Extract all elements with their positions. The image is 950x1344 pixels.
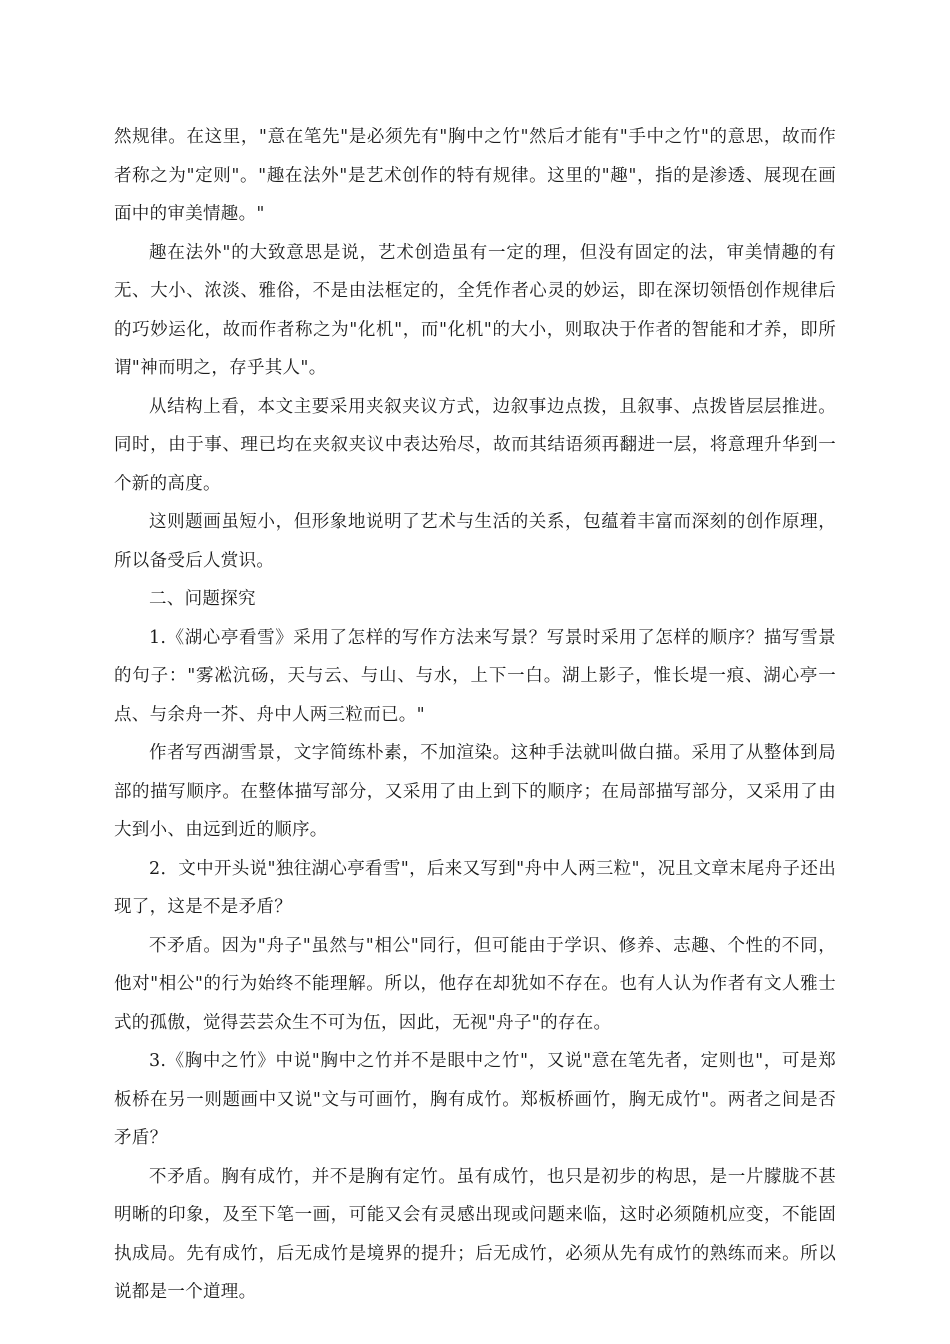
paragraph-summary: 这则题画虽短小，但形象地说明了艺术与生活的关系，包蕴着丰富而深刻的创作原理，所以备受后人赏识。 [114, 512, 836, 571]
answer-1: 作者写西湖雪景，文字简练朴素，不加渲染。这种手法就叫做白描。采用了从整体到局部的描写顺序。在整体描写部分，又采用了由上到下的顺序；在局部描写部分，又采用了由大到小、由远到近的顺序。 [114, 743, 836, 840]
question-3: 3.《胸中之竹》中说"胸中之竹并不是眼中之竹"，又说"意在笔先者，定则也"，可是郑板桥在另一则题画中又说"文与可画竹，胸有成竹。郑板桥画竹，胸无成竹"。两者之间是否矛盾？ [114, 1051, 836, 1148]
answer-3: 不矛盾。胸有成竹，并不是胸有定竹。虽有成竹，也只是初步的构思，是一片朦胧不甚明晰的印象，及至下笔一画，可能又会有灵感出现或问题来临，这时必须随机应变，不能固执成局。先有成竹，后无成竹是境界的提升；后无成竹，必须从先有成竹的熟练而来。所以说都是一个道理。 [114, 1166, 836, 1302]
question-1: 1.《湖心亭看雪》采用了怎样的写作方法来写景？写景时采用了怎样的顺序？描写雪景的句子："雾凇沆砀，天与云、与山、与水，上下一白。湖上影子，惟长堤一痕、湖心亭一点、与余舟一芥、舟中人两三粒而已。" [114, 627, 836, 725]
section-heading: 二、问题探究 [149, 589, 256, 609]
document-body [114, 118, 836, 1312]
paragraph-structure: 从结构上看，本文主要采用夹叙夹议方式，边叙事边点拨，且叙事、点拨皆层层推进。同时，由于事、理已均在夹叙夹议中表达殆尽，故而其结语须再翻进一层，将意理升华到一个新的高度。 [114, 396, 836, 494]
paragraph-quwaifa: 趣在法外"的大致意思是说，艺术创造虽有一定的理，但没有固定的法，审美情趣的有无、大小、浓淡、雅俗，不是由法框定的，全凭作者心灵的妙运，即在深切领悟创作规律后的巧妙运化，故而作者称之为"化机"，而"化机"的大小，则取决于作者的智能和才养，即所谓"神而明之，存乎其人"。 [114, 242, 836, 378]
question-2: 2．文中开头说"独往湖心亭看雪"，后来又写到"舟中人两三粒"，况且文章末尾舟子还出现了，这是不是矛盾？ [114, 858, 836, 917]
paragraph-continuation: 然规律。在这里，"意在笔先"是必须先有"胸中之竹"然后才能有"手中之竹"的意思，故而作者称之为"定则"。"趣在法外"是艺术创作的特有规律。这里的"趣"，指的是渗透、展现在画面中的审美情趣。" [114, 127, 836, 224]
answer-2: 不矛盾。因为"舟子"虽然与"相公"同行，但可能由于学识、修养、志趣、个性的不同，他对"相公"的行为始终不能理解。所以，他存在却犹如不存在。也有人认为作者有文人雅士式的孤傲，觉得芸芸众生不可为伍，因此，无视"舟子"的存在。 [114, 935, 836, 1033]
